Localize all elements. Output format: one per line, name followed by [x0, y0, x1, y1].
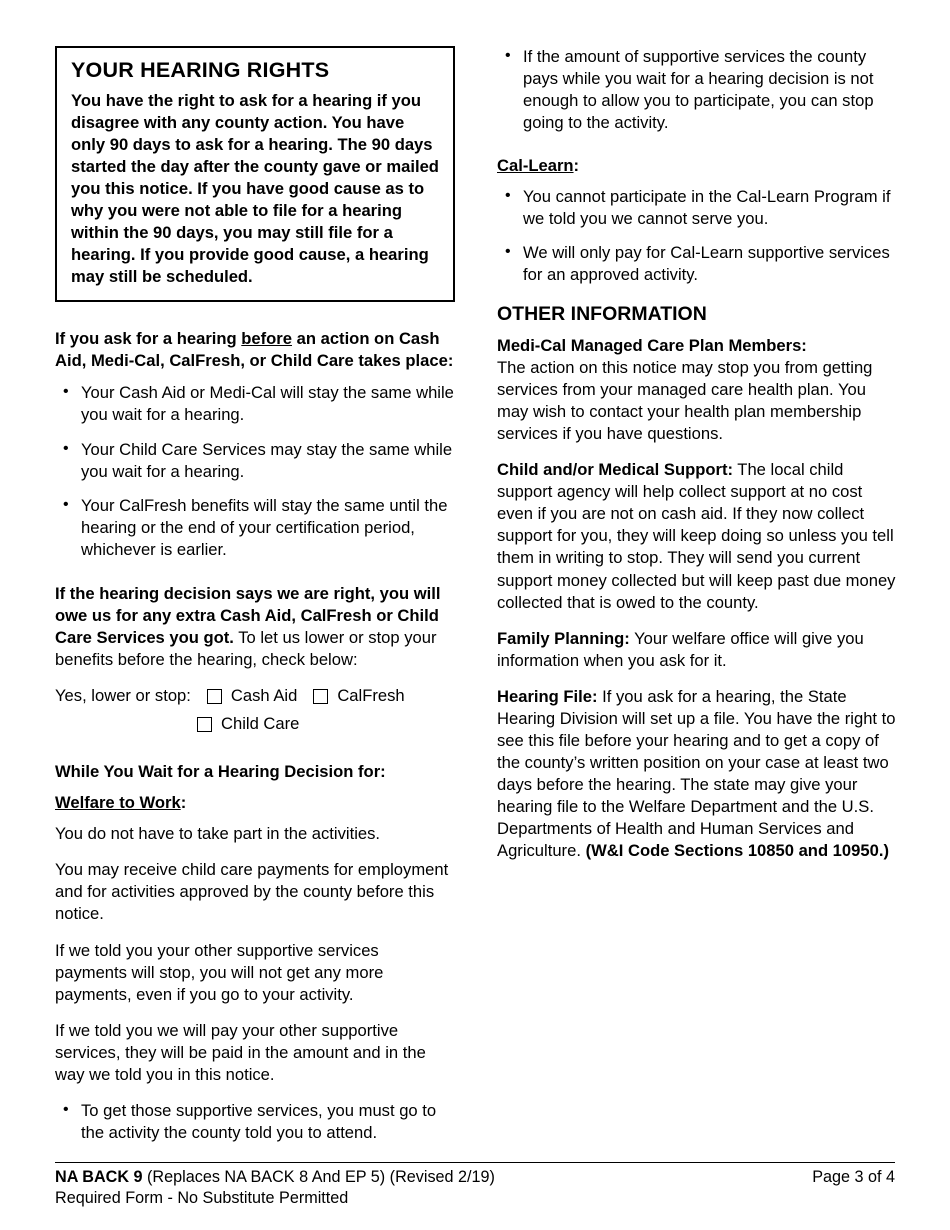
cal-learn-heading-text: Cal-Learn — [497, 156, 574, 176]
cal-learn-bullet-list — [497, 186, 897, 286]
consent-check-row-2 — [55, 713, 455, 735]
family-planning-heading: Family Planning: — [497, 628, 630, 648]
wtw-paragraph: You do not have to take part in the activities. — [55, 824, 381, 844]
checkbox-label-cash-aid: Cash Aid — [230, 686, 298, 706]
right-column — [497, 46, 897, 1158]
code-citation: (W&I Code Sections 10850 and 10950.) — [585, 841, 889, 861]
checkbox-calfresh[interactable] — [313, 689, 328, 704]
consent-check-intro: Yes, lower or stop: — [55, 686, 191, 706]
medi-cal-managed-care-heading: Medi-Cal Managed Care Plan Members: — [497, 335, 807, 355]
cal-learn-heading-colon: : — [573, 156, 580, 176]
footer-form-note: (Replaces NA BACK 8 And EP 5) (Revised 2/19) — [147, 1168, 495, 1186]
wtw-paragraph: If we told you your other supportive services payments will stop, you will not get any more payments, even if you go to your activity. — [55, 940, 384, 1004]
list-item: • Your CalFresh benefits will stay the same until the hearing or the end of your certification period, whichever is earlier. — [55, 495, 455, 561]
child-support-heading: Child and/or Medical Support: — [497, 460, 733, 480]
list-item: • To get those supportive services, you must go to the activity the county told you to attend. — [55, 1100, 455, 1144]
checkbox-cash-aid[interactable] — [207, 689, 222, 704]
wtw-paragraph: If we told you we will pay your other supportive services, they will be paid in the amount and in the way we told you in this notice. — [55, 1020, 426, 1084]
page-footer — [55, 1162, 895, 1208]
before-action-bullet-list — [55, 382, 455, 560]
consent-check-row-1 — [55, 685, 455, 707]
welfare-to-work-heading-text: Welfare to Work — [55, 793, 181, 813]
before-action-heading-underlined: before — [241, 329, 292, 349]
left-column — [55, 46, 455, 1158]
before-action-heading-part1: If you ask for a hearing — [55, 329, 242, 349]
welfare-to-work-heading — [55, 793, 455, 813]
hearing-rights-box — [55, 46, 455, 302]
before-action-heading-part2: an action on Cash Aid, Medi-Cal, CalFresh, or Child Care takes place: — [55, 329, 454, 371]
wtw-bullet-list — [55, 1100, 455, 1144]
wtw-paragraph: You may receive child care payments for employment and for activities approved by the county before this notice. — [55, 860, 449, 924]
child-support-paragraph — [497, 459, 897, 613]
family-planning-paragraph — [497, 628, 897, 672]
checkbox-label-child-care: Child Care — [221, 714, 300, 734]
footer-page-number: Page 3 of 4 — [812, 1168, 895, 1186]
medi-cal-managed-care-paragraph — [497, 335, 897, 445]
hearing-file-paragraph — [497, 686, 897, 863]
family-planning-body: Your welfare office will give you information when you ask for it. — [497, 628, 864, 670]
list-item: • Your Cash Aid or Medi-Cal will stay the same while you wait for a hearing. — [55, 382, 455, 426]
hearing-decision-bold: If the hearing decision says we are right, you will owe us for any extra Cash Aid, CalFresh or Child Care Services you got. — [55, 583, 441, 647]
welfare-to-work-heading-colon: : — [180, 793, 187, 813]
checkbox-child-care[interactable] — [197, 717, 212, 732]
before-action-heading — [55, 328, 455, 372]
medi-cal-managed-care-body: The action on this notice may stop you from getting services from your managed care health plan. You may wish to contact your health plan membership services if you have questions. — [497, 357, 873, 444]
list-item: • Your Child Care Services may stay the same while you wait for a hearing. — [55, 439, 455, 483]
footer-form-id: NA BACK 9 — [55, 1168, 143, 1186]
hearing-rights-body: You have the right to ask for a hearing if you disagree with any county action. You have only 90 days to ask for a hearing. The 90 days started the day after the county gave or mailed you this notice. If you have good cause as to why you were not able to file for a hearing within the 90 days, you may still file for a hearing. If you provide good cause, a hearing may still be scheduled. — [71, 90, 439, 287]
other-information-title: OTHER INFORMATION — [497, 302, 707, 325]
footer-form-info — [55, 1168, 495, 1187]
footer-divider — [55, 1162, 895, 1163]
checkbox-label-calfresh: CalFresh — [337, 686, 405, 706]
list-item: • You cannot participate in the Cal-Learn Program if we told you we cannot serve you. — [497, 186, 897, 230]
footer-required-note: Required Form - No Substitute Permitted — [55, 1189, 349, 1207]
hearing-decision-paragraph — [55, 583, 455, 671]
hearing-file-heading: Hearing File: — [497, 686, 598, 706]
hearing-decision-rest: To let us lower or stop your benefits before the hearing, check below: — [55, 627, 437, 670]
list-item: • If the amount of supportive services the county pays while you wait for a hearing decision is not enough to allow you to participate, you can stop going to the activity. — [497, 46, 897, 134]
cal-learn-heading — [497, 156, 897, 176]
list-item: • We will only pay for Cal-Learn supportive services for an approved activity. — [497, 242, 897, 286]
while-you-wait-heading: While You Wait for a Hearing Decision for: — [55, 762, 386, 782]
supportive-services-bullet-list — [497, 46, 897, 134]
hearing-rights-title: YOUR HEARING RIGHTS — [71, 58, 330, 82]
child-support-body: The local child support agency will help collect support at no cost even if you are not on cash aid. If they now collect support for you, they will keep doing so unless you tell them in writing to stop. They will send you current support money collected but will keep past due money collected that is owed to the county. — [497, 460, 896, 612]
footer-row — [55, 1168, 895, 1187]
hearing-file-body: If you ask for a hearing, the State Hearing Division will set up a file. You have the right to see this file before your hearing and to get a copy of the county’s written position on your case at least two days before the hearing. The state may give your hearing file to the Welfare Department and the U.S. Departments of Health and Human Services and Agriculture. — [497, 686, 896, 861]
